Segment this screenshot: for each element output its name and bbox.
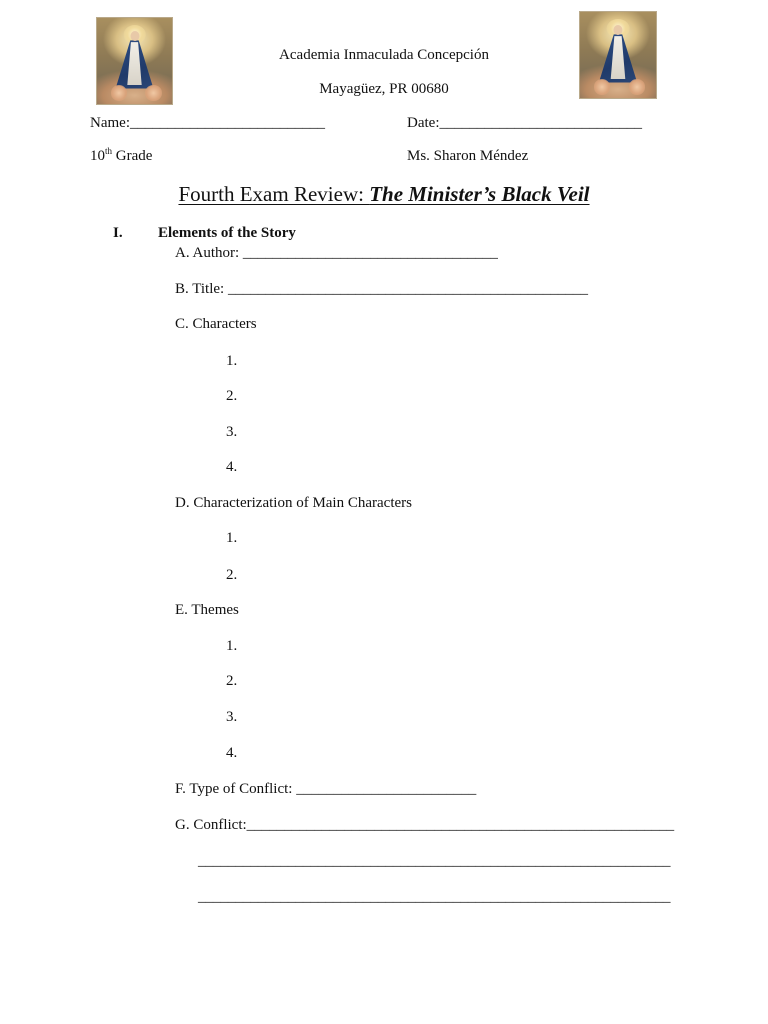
grade-number: 10 [90, 148, 105, 164]
characters-item-2: 2. [226, 388, 238, 404]
date-field[interactable]: Date:___________________________ [407, 115, 642, 131]
characterization-heading: D. Characterization of Main Characters [175, 495, 412, 511]
characters-heading: C. Characters [175, 316, 257, 332]
conflict-field[interactable]: G. Conflict:_________________________________________________________ [175, 817, 675, 833]
characters-item-3: 3. [226, 424, 238, 440]
school-address: Mayagüez, PR 00680 [319, 81, 449, 97]
conflict-line-3[interactable]: _______________________________________________________________ [198, 889, 671, 905]
themes-heading: E. Themes [175, 602, 239, 618]
themes-item-2: 2. [226, 673, 238, 689]
conflict-type-field[interactable]: F. Type of Conflict: ________________________ [175, 781, 477, 797]
section-numeral: I. [113, 225, 123, 241]
conflict-line-2[interactable]: _______________________________________________________________ [198, 853, 671, 869]
title-field[interactable]: B. Title: ________________________________________________ [175, 281, 588, 297]
name-field[interactable]: Name:__________________________ [90, 115, 325, 131]
teacher-name: Ms. Sharon Méndez [407, 148, 529, 164]
author-field[interactable]: A. Author: __________________________________ [175, 245, 498, 261]
characters-item-1: 1. [226, 353, 238, 369]
themes-item-3: 3. [226, 709, 238, 725]
title-prefix: Fourth Exam Review: [178, 182, 370, 206]
themes-item-4: 4. [226, 745, 238, 761]
grade-label [90, 148, 152, 165]
grade-word: Grade [112, 148, 153, 164]
themes-item-1: 1. [226, 638, 238, 654]
page-title [0, 182, 768, 207]
section-heading: Elements of the Story [158, 225, 296, 241]
title-work: The Minister’s Black Veil [369, 182, 590, 206]
grade-superscript: th [105, 146, 113, 156]
characters-item-4: 4. [226, 459, 238, 475]
school-name: Academia Inmaculada Concepción [279, 47, 489, 63]
characterization-item-1: 1. [226, 530, 238, 546]
characterization-item-2: 2. [226, 567, 238, 583]
